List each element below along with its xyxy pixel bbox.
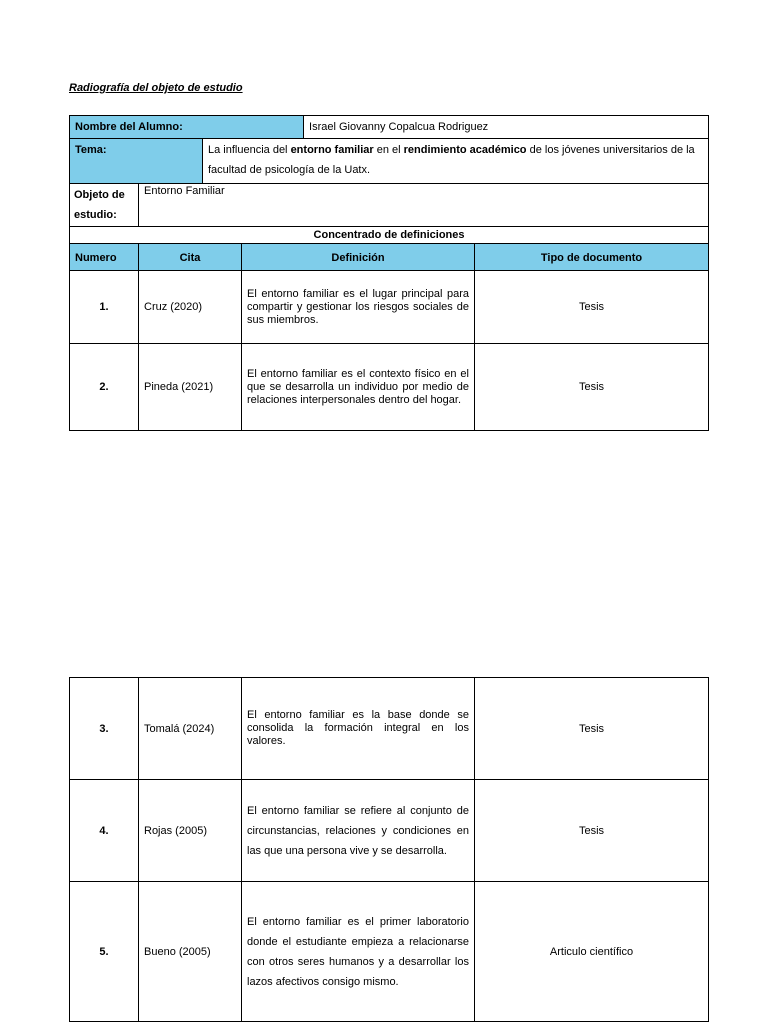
row-definition: El entorno familiar se refiere al conjunto de circunstancias, relaciones y condiciones en las que una persona vive y se desarrolla.	[242, 780, 475, 882]
row-number: 1.	[70, 271, 139, 344]
table-row	[70, 678, 709, 780]
table-row	[70, 271, 709, 344]
table-row	[70, 344, 709, 431]
row-tipo: Articulo científico	[475, 882, 709, 1022]
row-tipo: Tesis	[475, 780, 709, 882]
document-title: Radiografía del objeto de estudio	[69, 82, 243, 94]
object-row	[70, 184, 709, 227]
row-tipo: Tesis	[475, 678, 709, 780]
topic-label: Tema:	[70, 139, 203, 184]
definitions-table-continued	[69, 677, 709, 1022]
object-value: Entorno Familiar	[139, 184, 709, 227]
row-cita: Cruz (2020)	[139, 271, 242, 344]
row-cita: Tomalá (2024)	[139, 678, 242, 780]
row-definition: El entorno familiar es el primer laboratorio donde el estudiante empieza a relacionarse con otros seres humanos y a desarrollar los lazos afectivos consigo mismo.	[242, 882, 475, 1022]
topic-row	[70, 139, 709, 184]
header-numero: Numero	[70, 244, 139, 271]
row-cita: Rojas (2005)	[139, 780, 242, 882]
table-row	[70, 780, 709, 882]
row-cita: Bueno (2005)	[139, 882, 242, 1022]
row-cita: Pineda (2021)	[139, 344, 242, 431]
student-label: Nombre del Alumno:	[70, 116, 304, 139]
row-definition: El entorno familiar es el lugar principal para compartir y gestionar los riesgos sociales de sus miembros.	[242, 271, 475, 344]
header-tipo: Tipo de documento	[475, 244, 709, 271]
row-number: 4.	[70, 780, 139, 882]
row-definition: El entorno familiar es el contexto físico en el que se desarrolla un individuo por medio de relaciones interpersonales dentro del hogar.	[242, 344, 475, 431]
row-number: 5.	[70, 882, 139, 1022]
student-name: Israel Giovanny Copalcua Rodriguez	[304, 116, 709, 139]
definitions-table	[69, 243, 709, 431]
section-title: Concentrado de definiciones	[70, 227, 709, 250]
header-cita: Cita	[139, 244, 242, 271]
row-tipo: Tesis	[475, 344, 709, 431]
header-definicion: Definición	[242, 244, 475, 271]
row-tipo: Tesis	[475, 271, 709, 344]
student-row	[70, 116, 709, 139]
table-header-row	[70, 244, 709, 271]
topic-text: La influencia del entorno familiar en el rendimiento académico de los jóvenes universitarios de la facultad de psicología de la Uatx.	[203, 139, 709, 184]
row-definition: El entorno familiar es la base donde se consolida la formación integral en los valores.	[242, 678, 475, 780]
info-table	[69, 115, 709, 250]
row-number: 2.	[70, 344, 139, 431]
table-row	[70, 882, 709, 1022]
row-number: 3.	[70, 678, 139, 780]
object-label: Objeto de estudio:	[70, 184, 139, 227]
